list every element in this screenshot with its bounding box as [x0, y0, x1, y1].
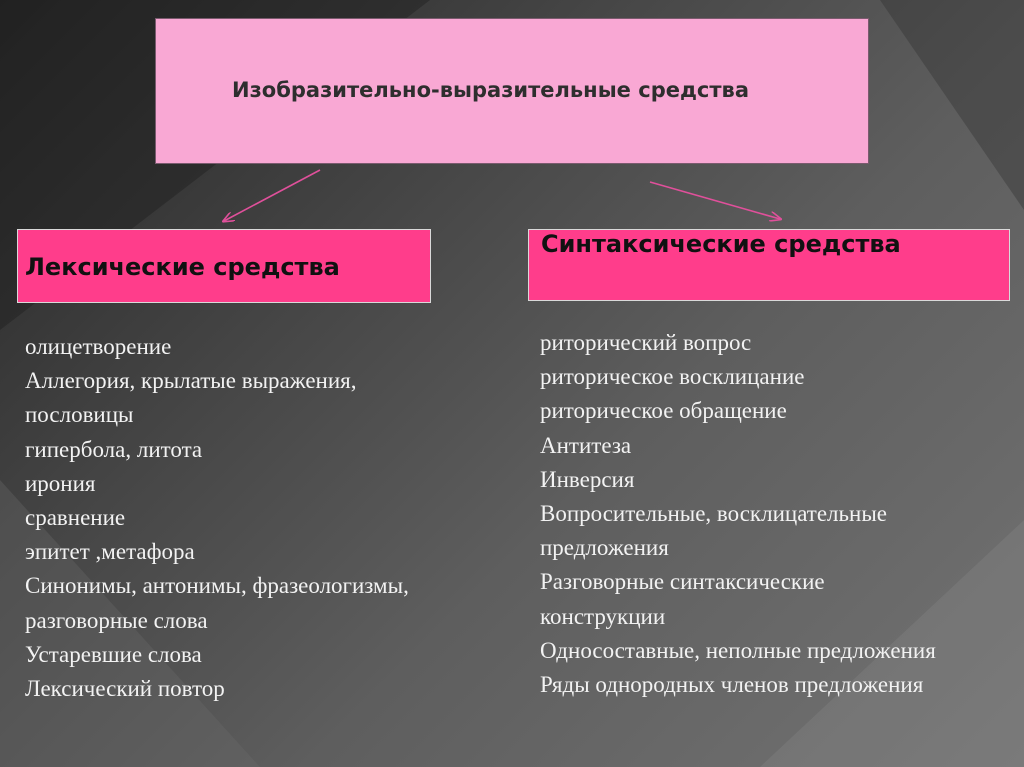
list-item: сравнение	[25, 505, 126, 531]
list-item: Инверсия	[540, 466, 635, 492]
list-item: Разговорные синтаксические	[540, 569, 825, 595]
arrow-to-lexical	[224, 170, 320, 221]
lexical-category-title: Лексические средства	[25, 253, 340, 281]
list-item: эпитет ,метафора	[25, 539, 195, 565]
list-item: Лексический повтор	[25, 676, 225, 702]
list-item: Односоставные, неполные предложения	[540, 637, 936, 663]
list-item: олицетворение	[25, 334, 172, 359]
list-item: ирония	[25, 470, 96, 496]
main-concept-title: Изобразительно-выразительные средства	[232, 78, 750, 102]
list-item: Ряды однородных членов предложения	[540, 672, 924, 698]
list-item: Аллегория, крылатые выражения,	[25, 368, 357, 394]
list-item: Антитеза	[540, 432, 632, 458]
list-item: разговорные слова	[25, 607, 208, 633]
list-item: Синонимы, антонимы, фразеологизмы,	[25, 573, 409, 599]
lexical-items-list	[25, 330, 409, 706]
list-item: гипербола, литота	[25, 436, 203, 462]
list-item: риторическое восклицание	[540, 364, 805, 390]
syntactic-category-title: Синтаксические средства	[541, 230, 901, 258]
list-item: Устаревшие слова	[25, 641, 202, 667]
syntactic-items-list	[540, 326, 936, 702]
list-item: риторический вопрос	[540, 330, 752, 355]
list-item: риторическое обращение	[540, 398, 787, 424]
arrow-to-syntactic	[650, 182, 780, 219]
list-item: пословицы	[25, 402, 134, 428]
list-item: предложения	[540, 535, 669, 561]
list-item: конструкции	[540, 603, 666, 629]
list-item: Вопросительные, восклицательные	[540, 501, 887, 527]
